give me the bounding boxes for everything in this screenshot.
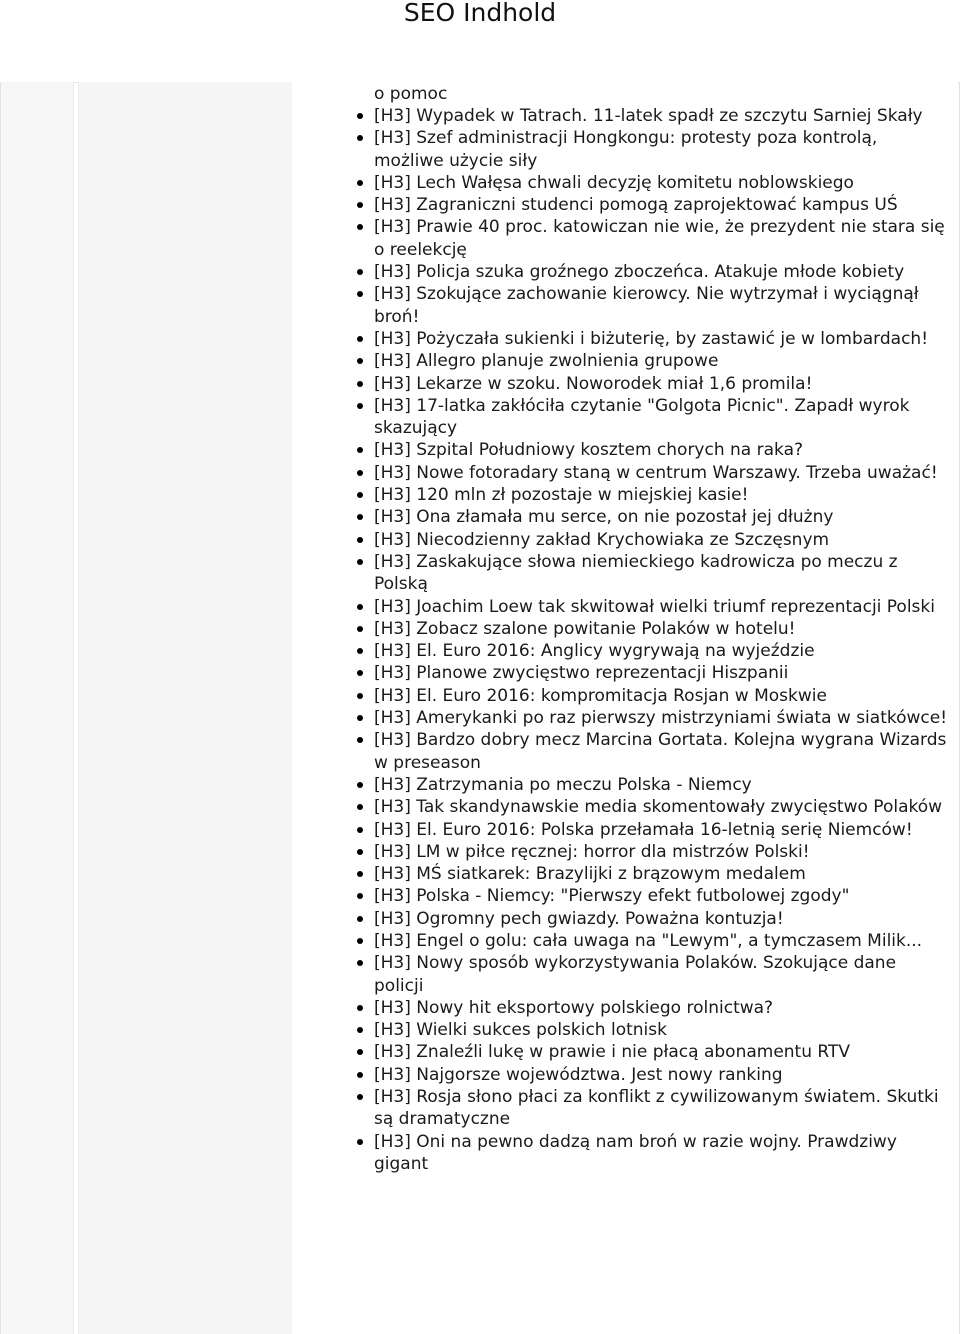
headline-list-item[interactable]: [H3] Bardzo dobry mecz Marcina Gortata. Kolejna wygrana Wizards w preseason [374,729,950,774]
headline-list-item[interactable]: [H3] Nowy sposób wykorzystywania Polaków. Szokujące dane policji [374,952,950,997]
left-margin-column [1,82,74,1334]
main-content [292,82,958,1334]
headline-list-item[interactable]: [H3] Pożyczała sukienki i biżuterię, by zastawić je w lombardach! [374,328,950,350]
headline-list-item[interactable]: [H3] Allegro planuje zwolnienia grupowe [374,350,950,372]
lead-fragment: o pomoc [374,84,448,104]
headline-list [374,105,950,1175]
headline-list-item[interactable]: [H3] LM w piłce ręcznej: horror dla mistrzów Polski! [374,841,950,863]
headline-list-item[interactable]: [H3] Szef administracji Hongkongu: protesty poza kontrolą, możliwe użycie siły [374,127,950,172]
headline-list-item[interactable]: [H3] Joachim Loew tak skwitował wielki triumf reprezentacji Polski [374,596,950,618]
headline-list-item[interactable]: [H3] Znaleźli lukę w prawie i nie płacą abonamentu RTV [374,1041,950,1063]
headline-list-item[interactable]: [H3] Lekarze w szoku. Noworodek miał 1,6 promila! [374,373,950,395]
headline-list-item[interactable]: [H3] Policja szuka groźnego zboczeńca. Atakuje młode kobiety [374,261,950,283]
headline-list-item[interactable]: [H3] Zobacz szalone powitanie Polaków w hotelu! [374,618,950,640]
headline-list-item[interactable]: [H3] Prawie 40 proc. katowiczan nie wie, że prezydent nie stara się o reelekcję [374,216,950,261]
page-header [0,0,960,36]
headline-list-item[interactable]: [H3] Zagraniczni studenci pomogą zaprojektować kampus UŚ [374,194,950,216]
headline-list-item[interactable]: [H3] El. Euro 2016: kompromitacja Rosjan w Moskwie [374,685,950,707]
headline-list-item[interactable]: [H3] Nowy hit eksportowy polskiego rolnictwa? [374,997,950,1019]
headline-list-item[interactable]: [H3] Wielki sukces polskich lotnisk [374,1019,950,1041]
headline-list-item[interactable]: [H3] 120 mln zł pozostaje w miejskiej kasie! [374,484,950,506]
headline-list-item[interactable]: [H3] Zaskakujące słowa niemieckiego kadrowicza po meczu z Polską [374,551,950,596]
headline-list-item[interactable]: [H3] Wypadek w Tatrach. 11-latek spadł ze szczytu Sarniej Skały [374,105,950,127]
headline-list-item[interactable]: [H3] Planowe zwycięstwo reprezentacji Hiszpanii [374,662,950,684]
headline-list-item[interactable]: [H3] Szpital Południowy kosztem chorych na raka? [374,439,950,461]
headline-list-item[interactable]: [H3] Oni na pewno dadzą nam broń w razie wojny. Prawdziwy gigant [374,1131,950,1176]
headline-list-item[interactable]: [H3] Najgorsze województwa. Jest nowy ranking [374,1064,950,1086]
headline-list-item[interactable]: [H3] Rosja słono płaci za konflikt z cywilizowanym światem. Skutki są dramatyczne [374,1086,950,1131]
headline-list-item[interactable]: [H3] Ona złamała mu serce, on nie pozostał jej dłużny [374,506,950,528]
page-title: SEO Indhold [403,0,557,27]
headline-list-item[interactable]: [H3] Engel o golu: cała uwaga na "Lewym", a tymczasem Milik... [374,930,950,952]
headline-list-item[interactable]: [H3] Zatrzymania po meczu Polska - Niemcy [374,774,950,796]
headline-list-item[interactable]: [H3] Niecodzienny zakład Krychowiaka ze Szczęsnym [374,529,950,551]
headline-list-item[interactable]: [H3] Szokujące zachowanie kierowcy. Nie wytrzymał i wyciągnął broń! [374,283,950,328]
headline-list-item[interactable]: [H3] Polska - Niemcy: "Pierwszy efekt futbolowej zgody" [374,885,950,907]
headline-list-item[interactable]: [H3] Ogromny pech gwiazdy. Poważna kontuzja! [374,908,950,930]
headline-list-item[interactable]: [H3] 17-latka zakłóciła czytanie "Golgota Picnic". Zapadł wyrok skazujący [374,395,950,440]
headline-list-item[interactable]: [H3] Amerykanki po raz pierwszy mistrzyniami świata w siatkówce! [374,707,950,729]
headline-list-item[interactable]: [H3] Nowe fotoradary staną w centrum Warszawy. Trzeba uważać! [374,462,950,484]
sidebar-column [78,82,293,1334]
headline-list-item[interactable]: [H3] Lech Wałęsa chwali decyzję komitetu noblowskiego [374,172,950,194]
headline-list-item[interactable]: [H3] El. Euro 2016: Anglicy wygrywają na wyjeździe [374,640,950,662]
headline-list-item[interactable]: [H3] El. Euro 2016: Polska przełamała 16-letnią serię Niemców! [374,819,950,841]
headline-list-item[interactable]: [H3] MŚ siatkarek: Brazylijki z brązowym medalem [374,863,950,885]
headline-list-item[interactable]: [H3] Tak skandynawskie media skomentowały zwycięstwo Polaków [374,796,950,818]
